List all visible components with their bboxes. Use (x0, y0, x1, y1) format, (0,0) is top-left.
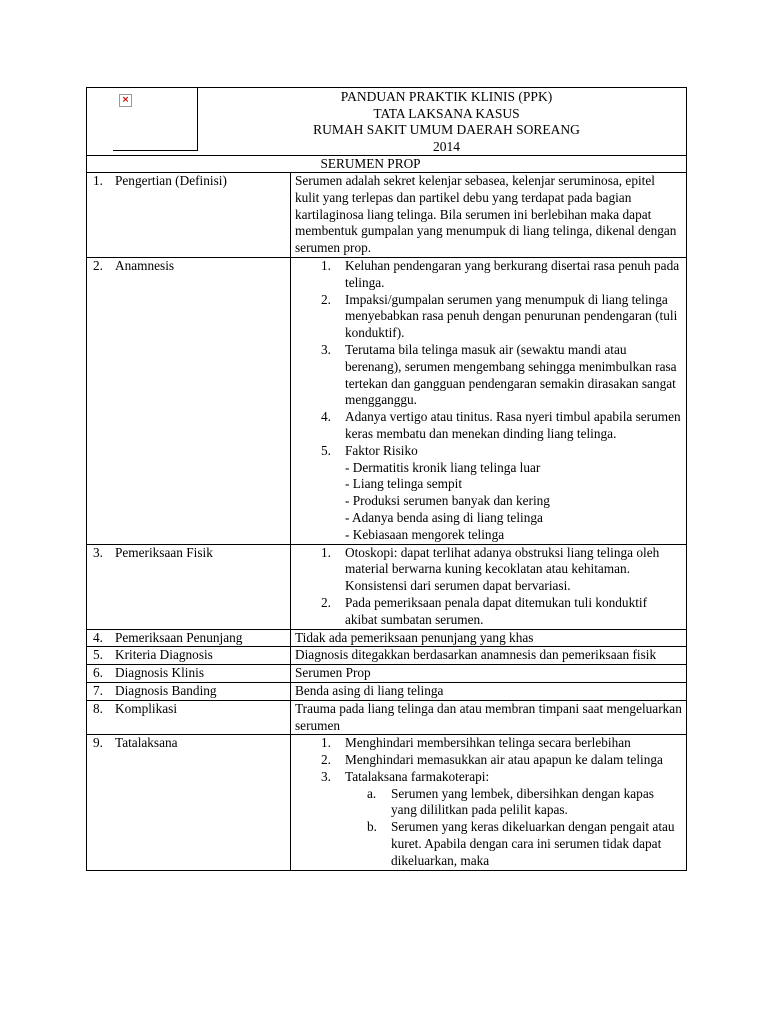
row-number: 1. (93, 173, 103, 188)
content-penunjang: Tidak ada pemeriksaan penunjang yang khas (291, 629, 687, 647)
row-label: Anamnesis (115, 257, 175, 273)
list-number: 3. (321, 341, 331, 357)
row-label: Pengertian (Definisi) (115, 173, 227, 188)
list-number: 3. (321, 768, 331, 784)
list-item (295, 409, 682, 443)
tatalaksana-list (295, 735, 682, 869)
row-anamnesis (87, 257, 687, 544)
list-item (295, 595, 682, 629)
list-text: Menghindari memasukkan air atau apapun ke dalam telinga (345, 752, 663, 768)
content-klinis: Serumen Prop (291, 665, 687, 683)
list-item (295, 769, 682, 870)
row-banding (87, 682, 687, 700)
list-text: Otoskopi: dapat terlihat adanya obstruksi liang telinga oleh material berwarna kuning kecoklatan atau kehitaman. Konsistensi dari serumen dapat bervariasi. (345, 544, 660, 594)
content-pemeriksaan-fisik (291, 544, 687, 629)
row-label: Pemeriksaan Fisik (115, 544, 213, 560)
sub-list-item (345, 786, 682, 820)
list-number: 2. (321, 291, 331, 307)
list-text: Menghindari membersihkan telinga secara berlebihan (345, 735, 631, 751)
title-row (87, 156, 687, 173)
sub-list-text: Serumen yang lembek, dibersihkan dengan kapas yang dililitkan pada pelilit kapas. (391, 785, 654, 818)
content-banding: Benda asing di liang telinga (291, 682, 687, 700)
header-line-2: TATA LAKSANA KASUS (373, 105, 520, 121)
list-text: Adanya vertigo atau tinitus. Rasa nyeri timbul apabila serumen keras membatu dan menekan dinding liang telinga. (345, 409, 681, 441)
list-item (295, 342, 682, 409)
row-label: Diagnosis Klinis (115, 665, 205, 681)
sub-list-item (345, 819, 682, 869)
label-tatalaksana (87, 735, 291, 870)
label-komplikasi (87, 700, 291, 735)
row-pengertian (87, 173, 687, 258)
risk-factor-item: - Kebiasaan mengorek telinga (345, 526, 505, 542)
row-label: Diagnosis Banding (115, 682, 217, 698)
logo-placeholder (113, 88, 198, 151)
row-number: 6. (93, 665, 103, 681)
label-pemeriksaan-fisik (87, 544, 291, 629)
row-label: Kriteria Diagnosis (115, 647, 213, 663)
row-number: 8. (93, 700, 103, 716)
list-text: Tatalaksana farmakoterapi: (345, 768, 490, 784)
row-number: 3. (93, 544, 103, 560)
list-number: 4. (321, 409, 331, 425)
list-number: 1. (321, 735, 331, 751)
row-number: 4. (93, 629, 103, 645)
content-anamnesis (291, 257, 687, 544)
risk-factor-list (345, 460, 682, 544)
risk-factor-item: - Adanya benda asing di liang telinga (345, 509, 543, 525)
list-item (295, 292, 682, 342)
header-line-4: 2014 (433, 138, 460, 154)
row-number: 2. (93, 257, 103, 273)
list-text: Faktor Risiko (345, 442, 418, 458)
broken-image-icon: × (119, 94, 132, 107)
row-label: Komplikasi (115, 700, 178, 716)
risk-factor-item: - Liang telinga sempit (345, 476, 463, 492)
header-row (87, 88, 687, 156)
label-penunjang (87, 629, 291, 647)
document-title-text: SERUMEN PROP (320, 156, 421, 171)
ppk-table (86, 87, 687, 871)
list-item (295, 258, 682, 292)
list-text: Terutama bila telinga masuk air (sewaktu mandi atau berenang), serumen mengembang sehingga menimbulkan rasa tertekan dan gangguan pendengaran semakin dirasakan sangat mengganggu. (345, 341, 677, 408)
row-klinis (87, 665, 687, 683)
list-number: 2. (321, 594, 331, 610)
row-komplikasi (87, 700, 687, 735)
list-text: Keluhan pendengaran yang berkurang disertai rasa penuh pada telinga. (345, 257, 680, 290)
row-label: Tatalaksana (115, 735, 178, 751)
row-label: Pemeriksaan Penunjang (115, 629, 243, 645)
row-number: 7. (93, 682, 103, 698)
row-number: 9. (93, 735, 103, 751)
risk-factor-item: - Produksi serumen banyak dan kering (345, 493, 550, 509)
label-anamnesis (87, 257, 291, 544)
list-text: Impaksi/gumpalan serumen yang menumpuk di liang telinga menyebabkan rasa penuh dengan penurunan pendengaran (tuli konduktif). (345, 291, 678, 341)
list-item (295, 443, 682, 544)
sub-list-letter: b. (367, 819, 377, 835)
list-text: Pada pemeriksaan penala dapat ditemukan tuli konduktif akibat sumbatan serumen. (345, 594, 648, 627)
risk-factor-item: - Dermatitis kronik liang telinga luar (345, 459, 541, 475)
content-kriteria: Diagnosis ditegakkan berdasarkan anamnesis dan pemeriksaan fisik (291, 647, 687, 665)
content-komplikasi: Trauma pada liang telinga dan atau membran timpani saat mengeluarkan serumen (291, 700, 687, 735)
list-number: 2. (321, 752, 331, 768)
sub-list-text: Serumen yang keras dikeluarkan dengan pengait atau kuret. Apabila dengan cara ini serumen tidak dapat dikeluarkan, maka (391, 819, 675, 868)
label-kriteria (87, 647, 291, 665)
row-number: 5. (93, 647, 103, 663)
sub-list-letter: a. (367, 785, 377, 801)
row-tatalaksana (87, 735, 687, 870)
header-line-1: PANDUAN PRAKTIK KLINIS (PPK) (340, 89, 553, 104)
list-number: 1. (321, 544, 331, 560)
anamnesis-list (295, 258, 682, 544)
document-title (87, 156, 687, 173)
label-banding (87, 682, 291, 700)
list-number: 1. (321, 257, 331, 273)
content-tatalaksana (291, 735, 687, 870)
list-item (295, 545, 682, 595)
list-item (295, 752, 682, 769)
list-number: 5. (321, 442, 331, 458)
label-klinis (87, 665, 291, 683)
list-item (295, 735, 682, 752)
header-cell (87, 88, 687, 156)
row-penunjang (87, 629, 687, 647)
label-pengertian (87, 173, 291, 258)
header-line-3: RUMAH SAKIT UMUM DAERAH SOREANG (313, 122, 580, 137)
farmakoterapi-list (345, 786, 682, 870)
pemeriksaan-fisik-list (295, 545, 682, 629)
row-pemeriksaan-fisik (87, 544, 687, 629)
row-kriteria (87, 647, 687, 665)
content-pengertian: Serumen adalah sekret kelenjar sebasea, kelenjar seruminosa, epitel kulit yang terlepas dan partikel debu yang terdapat pada bagian kartilaginosa liang telinga. Bila serumen ini berlebihan maka dapat membentuk gumpalan yang menumpuk di liang telinga, dikenal dengan serumen prop. (291, 173, 687, 258)
header-lines (207, 89, 686, 155)
